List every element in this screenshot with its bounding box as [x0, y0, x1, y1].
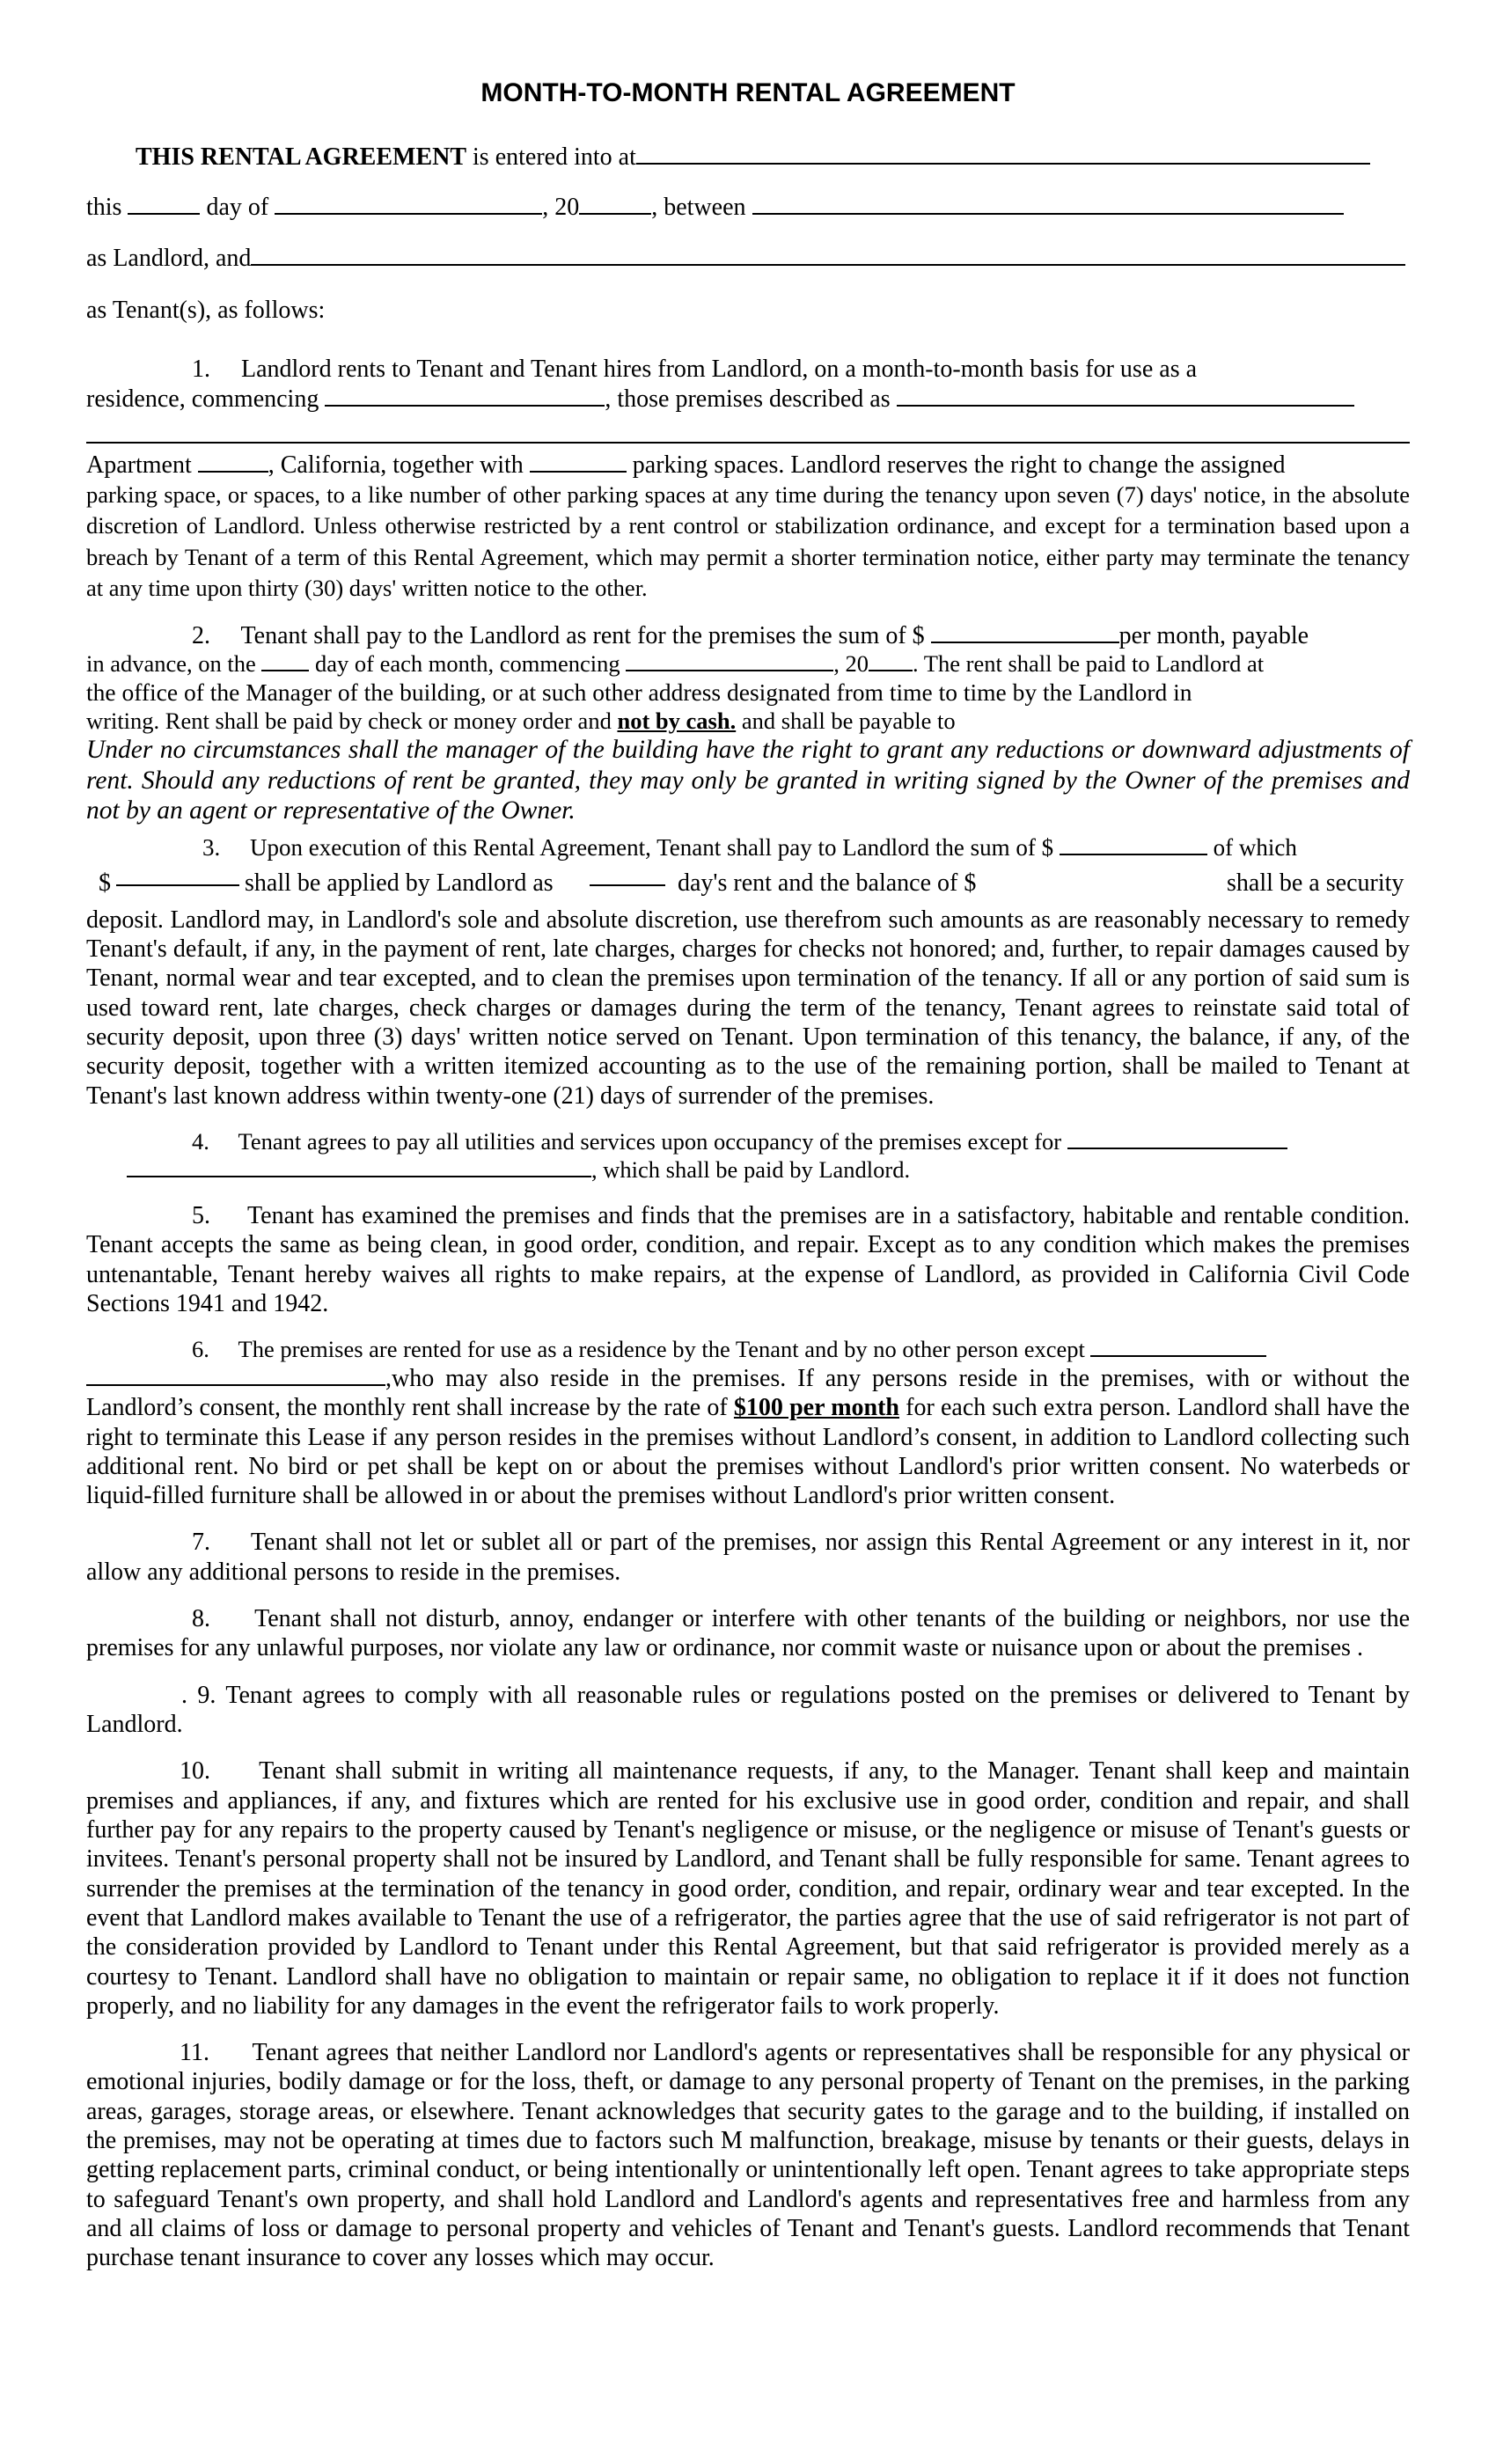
- intro-line-landlord: as Landlord, and: [86, 244, 1410, 273]
- rent-year-blank[interactable]: [869, 650, 913, 671]
- agreement-lead: THIS RENTAL AGREEMENT: [136, 143, 467, 171]
- section-2-line-a: 2. Tenant shall pay to the Landlord as rent for the premises the sum of $ per month, payable: [192, 622, 1309, 650]
- section-6-body: ,who may also reside in the premises. If any persons reside in the premises, with or without the Landlord’s consent, the monthly rent shall increase by the rate of $100 per month for each such extra person. Landlord shall have the right to terminate this Lease if any person resides in the premises without Landlord’s consent, in addition to Landlord collecting such additional rent. No bird or pet shall be kept on or about the premises without Landlord's prior written consent. No waterbeds or liquid-filled furniture shall be allowed in or about the premises without Landlord's prior written consent.: [86, 1364, 1410, 1510]
- days-rent-blank[interactable]: [590, 865, 665, 886]
- rent-commencing-blank[interactable]: [626, 650, 833, 671]
- rent-applied-blank[interactable]: [116, 865, 239, 886]
- section-7: 7. Tenant shall not let or sublet all or part of the premises, nor assign this Rental Agreement or any interest in it, nor allow any additional persons to reside in the premises.: [86, 1529, 1416, 1586]
- not-by-cash: not by cash.: [617, 707, 737, 734]
- parking-spaces-blank[interactable]: [530, 451, 627, 473]
- section-4-line-a: 4. Tenant agrees to pay all utilities and services upon occupancy of the premises except for: [86, 1128, 1410, 1156]
- section-4-line-b: , which shall be paid by Landlord.: [86, 1156, 1410, 1184]
- document-title: MONTH-TO-MONTH RENTAL AGREEMENT: [480, 78, 1016, 107]
- day-blank[interactable]: [128, 194, 200, 215]
- premises-description-blank[interactable]: [897, 385, 1354, 407]
- intro-line-date: this day of , 20 , between: [86, 193, 1410, 222]
- section-6-line-a: 6. The premises are rented for use as a residence by the Tenant and by no other person except: [86, 1336, 1410, 1364]
- section-1-line-c: Apartment , California, together with parking spaces. Landlord reserves the right to change the assigned: [86, 451, 1286, 479]
- apartment-number-blank[interactable]: [198, 451, 268, 473]
- intro-line-location: THIS RENTAL AGREEMENT is entered into at: [86, 143, 1410, 172]
- section-1-body: parking space, or spaces, to a like number of other parking spaces at any time during the tenancy upon seven (7) days' notice, in the absolute discretion of Landlord. Unless otherwise restricted by a rent control or stabilization ordinance, and except for a termination based upon a breach by Tenant of a term of this Rental Agreement, which may permit a shorter termination notice, either party may terminate the tenancy at any time upon thirty (30) days' written notice to the other.: [86, 481, 1410, 601]
- location-blank[interactable]: [636, 143, 1370, 165]
- utilities-exception-continuation-blank[interactable]: [127, 1156, 591, 1177]
- section-11: 11. Tenant agrees that neither Landlord nor Landlord's agents or representatives shall be responsible for any physical or emotional injuries, bodily damage or for the loss, theft, or damage to any personal property of Tenant on the premises, in the parking areas, garages, storage areas, or elsewhere. Tenant acknowledges that security gates to the garage and to the building, if installed on the premises, may not be operating at times due to factors such M malfunction, breakage, misuse by tenants or their guests, delays in getting replacement parts, criminal conduct, or being intentionally or unintentionally left open. Tenant agrees to take appropriate steps to safeguard Tenant's own property, and shall hold Landlord and Landlord's agents and representatives free and harmless from any and all claims of loss or damage to personal property and vehicles of Tenant and Tenant's guests. Landlord recommends that Tenant purchase tenant insurance to cover any losses which may occur.: [86, 2039, 1416, 2272]
- additional-occupant-blank[interactable]: [1090, 1336, 1266, 1357]
- section-1-line-a: 1. Landlord rents to Tenant and Tenant hires from Landlord, on a month-to-month basis for use as a: [192, 356, 1198, 384]
- section-2-line-d: writing. Rent shall be paid by check or money order and not by cash. and shall be payable to: [86, 707, 956, 734]
- section-3-body: deposit. Landlord may, in Landlord's sole and absolute discretion, use therefrom such amounts as are reasonably necessary to remedy Tenant's default, if any, in the payment of rent, late charges, charges for checks not honored; and, further, to repair damages caused by Tenant, normal wear and tear excepted, and to clean the premises upon termination of the tenancy. If all or any portion of said sum is used toward rent, late charges, check charges or damages during the term of the tenancy, Tenant agrees to reinstate said total of security deposit, upon three (3) days' written notice served on Tenant. Upon termination of this tenancy, the balance, if any, of the security deposit, together with a written itemized accounting as to the use of the remaining portion, shall be mailed to Tenant at Tenant's last known address within twenty-one (21) days of surrender of the premises.: [86, 906, 1410, 1110]
- rent-due-day-blank[interactable]: [261, 650, 309, 671]
- month-blank[interactable]: [275, 194, 542, 215]
- section-5: 5. Tenant has examined the premises and finds that the premises are in a satisfactory, habitable and rentable condition. Tenant accepts the same as being clean, in good order, condition, and repair. Except as to any condition which makes the premises untenantable, Tenant hereby waives all rights to make repairs, at the expense of Landlord, as provided in California Civil Code Sections 1941 and 1942.: [86, 1202, 1416, 1318]
- section-9: . 9. Tenant agrees to comply with all reasonable rules or regulations posted on the premises or delivered to Tenant by Landlord.: [86, 1681, 1416, 1738]
- section-2-rent-reduction-clause: Under no circumstances shall the manager of the building have the right to grant any reductions or downward adjustments of rent. Should any reductions of rent be granted, they may only be granted in writing signed by the Owner of the premises and not by an agent or representative of the Owner.: [86, 736, 1410, 825]
- security-balance-blank[interactable]: [1001, 865, 1239, 886]
- premises-continuation-line[interactable]: [86, 440, 1410, 444]
- year-blank[interactable]: [579, 194, 651, 215]
- intro-line-tenants: as Tenant(s), as follows:: [86, 296, 326, 324]
- total-payment-blank[interactable]: [1060, 834, 1207, 855]
- extra-person-fee: $100 per month: [733, 1394, 899, 1422]
- section-3-line-a: 3. Upon execution of this Rental Agreement, Tenant shall pay to Landlord the sum of $ of which: [202, 833, 1297, 861]
- section-10: 10. Tenant shall submit in writing all maintenance requests, if any, to the Manager. Tenant shall keep and maintain premises and appliances, if any, and fixtures which are rented for his exclusive use in good order, condition and repair, and shall further pay for any repairs to the property caused by Tenant's negligence or misuse, or the negligence or misuse of Tenant's guests or invitees. Tenant's personal property shall not be insured by Landlord, and Tenant shall be fully responsible for same. Tenant agrees to surrender the premises at the termination of the tenancy in good order, condition, and repair, ordinary wear and tear excepted. In the event that Landlord makes available to Tenant the use of a refrigerator, the parties agree that the use of said refrigerator is not part of the consideration provided by Landlord to Tenant under this Rental Agreement, but that said refrigerator is provided merely as a courtesy to Tenant. Landlord shall have no obligation to maintain or repair same, no obligation to replace it if it does not function properly, and no liability for any damages in the event the refrigerator fails to work properly.: [86, 1757, 1416, 2020]
- between-blank[interactable]: [752, 194, 1344, 215]
- section-3-amounts-line: $ shall be applied by Landlord as day's rent and the balance of $ shall be a security: [86, 865, 1410, 900]
- additional-occupant-continuation-blank[interactable]: [86, 1365, 385, 1386]
- tenant-name-blank[interactable]: [251, 245, 1405, 266]
- section-8: 8. Tenant shall not disturb, annoy, endanger or interfere with other tenants of the building or neighbors, nor use the premises for any unlawful purposes, nor violate any law or ordinance, nor commit waste or nuisance upon or about the premises .: [86, 1605, 1416, 1662]
- section-2-line-c: the office of the Manager of the building, or at such other address designated from time to time by the Landlord in: [86, 678, 1192, 706]
- utilities-exception-blank[interactable]: [1067, 1128, 1287, 1149]
- monthly-rent-blank[interactable]: [931, 622, 1119, 643]
- section-2-line-b: in advance, on the day of each month, commencing , 20 . The rent shall be paid to Landlord at: [86, 650, 1265, 678]
- commencing-date-blank[interactable]: [325, 385, 605, 407]
- section-1-line-b: residence, commencing , those premises described as: [86, 385, 1410, 414]
